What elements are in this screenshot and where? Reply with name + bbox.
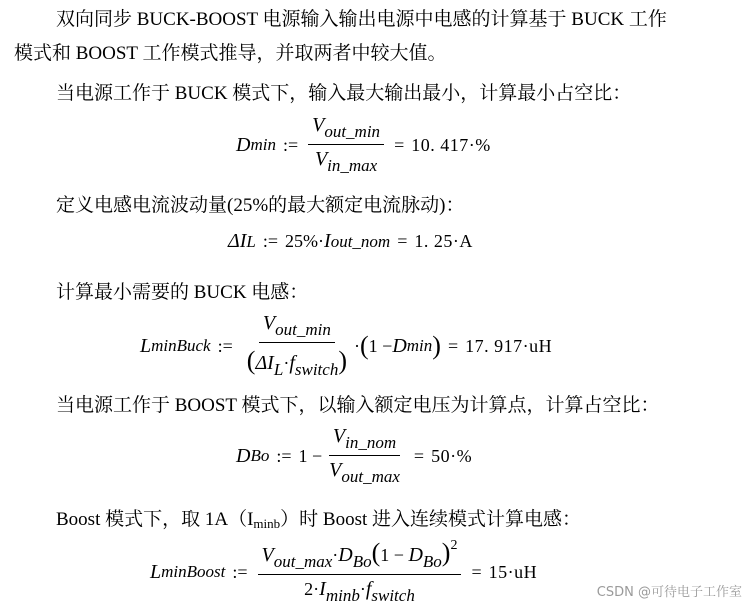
lbuck-den-var2: f [289,352,295,374]
lbuck-lhs-sub: minBuck [151,336,211,355]
buck-inductance-text: 计算最小需要的 BUCK 电感： [56,282,309,303]
dbo-fraction [325,425,404,487]
lboost-num-sup: 2 [450,538,458,553]
watermark: CSDN @可待电子工作室 [596,585,742,600]
lboost-num-paren-close: ) [441,538,451,567]
lbuck-fraction [243,312,351,380]
dmin-den-var: V [314,148,328,170]
lboost-num-d2: D [408,544,423,566]
delta-rhs-var: I [324,230,331,252]
lboost-num-v-sub: out_max [273,552,333,571]
equation-dmin [236,114,491,176]
lboost-equals: = [471,561,482,582]
lboost-den-f-sub: switch [371,586,415,605]
lboost-num-d2-sub: Bo [422,552,442,571]
lboost-den-i-sub: minb [325,586,360,605]
lbuck-denominator [243,343,351,380]
lbuck-d-sub: min [406,336,433,355]
boost-text-b: ）时 Boost 进入连续模式计算电感： [280,509,581,530]
lboost-den-i: I [319,578,326,600]
lbuck-d-var: D [392,334,407,357]
lboost-num-d-sub: Bo [352,552,372,571]
dbo-den-var: V [329,459,342,481]
intro-line-2: 模式和 BOOST 工作模式推导，并取两者中较大值。 [14,43,447,64]
dbo-num-sub: in_nom [345,433,397,452]
equation-lminboost [150,538,537,606]
dbo-num-var: V [332,425,346,447]
delta-result: 1. 25·A [414,231,473,251]
lboost-den-pre: 2· [304,579,320,599]
lboost-num-dot: · [332,545,339,565]
dmin-lhs-var: D [236,133,251,156]
dbo-lhs-var: D [236,444,251,467]
lboost-num-one-minus: 1 − [380,545,409,565]
equation-delta-il [228,230,473,253]
lbuck-den-var1: ΔI [255,352,274,374]
boost-text-a: Boost 模式下，取 1A（I [56,509,254,530]
dmin-num-var: V [312,114,325,136]
dmin-result: 10. 417·% [411,134,491,155]
lboost-den-f: f [365,578,372,600]
lboost-assign: := [232,561,248,582]
buck-mode-text: 当电源工作于 BUCK 模式下，输入最大输出最小，计算最小占空比： [56,83,632,104]
boost-text-sub: minb [253,516,281,531]
lbuck-lhs-var: L [140,334,152,357]
lboost-fraction [258,538,462,606]
boost-mode-text: 当电源工作于 BOOST 模式下，以输入额定电压为计算点，计算占空比： [56,395,660,416]
intro-line-1: 双向同步 BUCK-BOOST 电源输入输出电源中电感的计算基于 BUCK 工作 [56,9,667,30]
delta-lhs-sub: L [246,231,256,251]
lbuck-den-close: ) [338,346,347,375]
dmin-fraction [308,114,384,176]
lboost-num-d: D [338,544,353,566]
dmin-denominator [311,145,381,176]
delta-equals: = [397,231,408,251]
lboost-den-dot: · [359,579,366,599]
equation-dbo [236,425,472,487]
dbo-assign: := [276,445,292,466]
dmin-numerator [308,114,384,145]
lbuck-result: 17. 917·uH [465,335,553,356]
dmin-equals: = [394,134,405,155]
lboost-numerator [258,538,462,575]
lbuck-num-sub: out_min [275,320,331,339]
lboost-num-paren-open: ( [371,538,381,567]
dbo-lhs-sub: Bo [250,446,270,465]
lboost-denominator [300,575,419,606]
lbuck-paren-open: ( [360,331,369,360]
dbo-denominator [325,456,404,487]
lbuck-assign: := [217,335,233,356]
lboost-num-v: V [261,544,274,566]
dmin-num-sub: out_min [324,122,381,141]
lbuck-num-var: V [262,312,276,334]
lboost-lhs-sub: minBoost [161,562,226,581]
lboost-result: 15·uH [488,561,538,582]
lboost-lhs-var: L [150,560,162,583]
lbuck-den-sub1: L [273,360,284,379]
dbo-one-minus: 1 − [298,445,323,466]
dbo-numerator [329,425,400,456]
delta-rhs-sub: out_nom [330,231,391,251]
lbuck-paren-close: ) [432,331,441,360]
lbuck-mul: · [354,335,360,356]
delta-lhs-var: ΔI [228,230,247,252]
lbuck-numerator [259,312,335,343]
dbo-den-sub: out_max [341,467,400,486]
delta-rhs-pre: 25%· [285,231,325,251]
delta-assign: := [262,231,279,251]
dbo-equals: = [413,445,425,466]
dmin-den-sub: in_max [327,156,378,175]
lbuck-one-minus: 1 − [368,335,393,356]
equation-lminbuck [140,312,552,380]
ripple-text: 定义电感电流波动量(25%的最大额定电流脉动)： [56,195,465,216]
dmin-lhs-sub: min [250,135,276,154]
lbuck-equals: = [447,335,459,356]
dmin-assign: := [282,134,299,155]
lbuck-den-dot: · [283,353,290,373]
dbo-result: 50·% [431,445,473,466]
boost-inductance-text [56,504,581,540]
lbuck-den-open: ( [246,346,256,375]
lbuck-den-sub2: switch [294,360,339,379]
